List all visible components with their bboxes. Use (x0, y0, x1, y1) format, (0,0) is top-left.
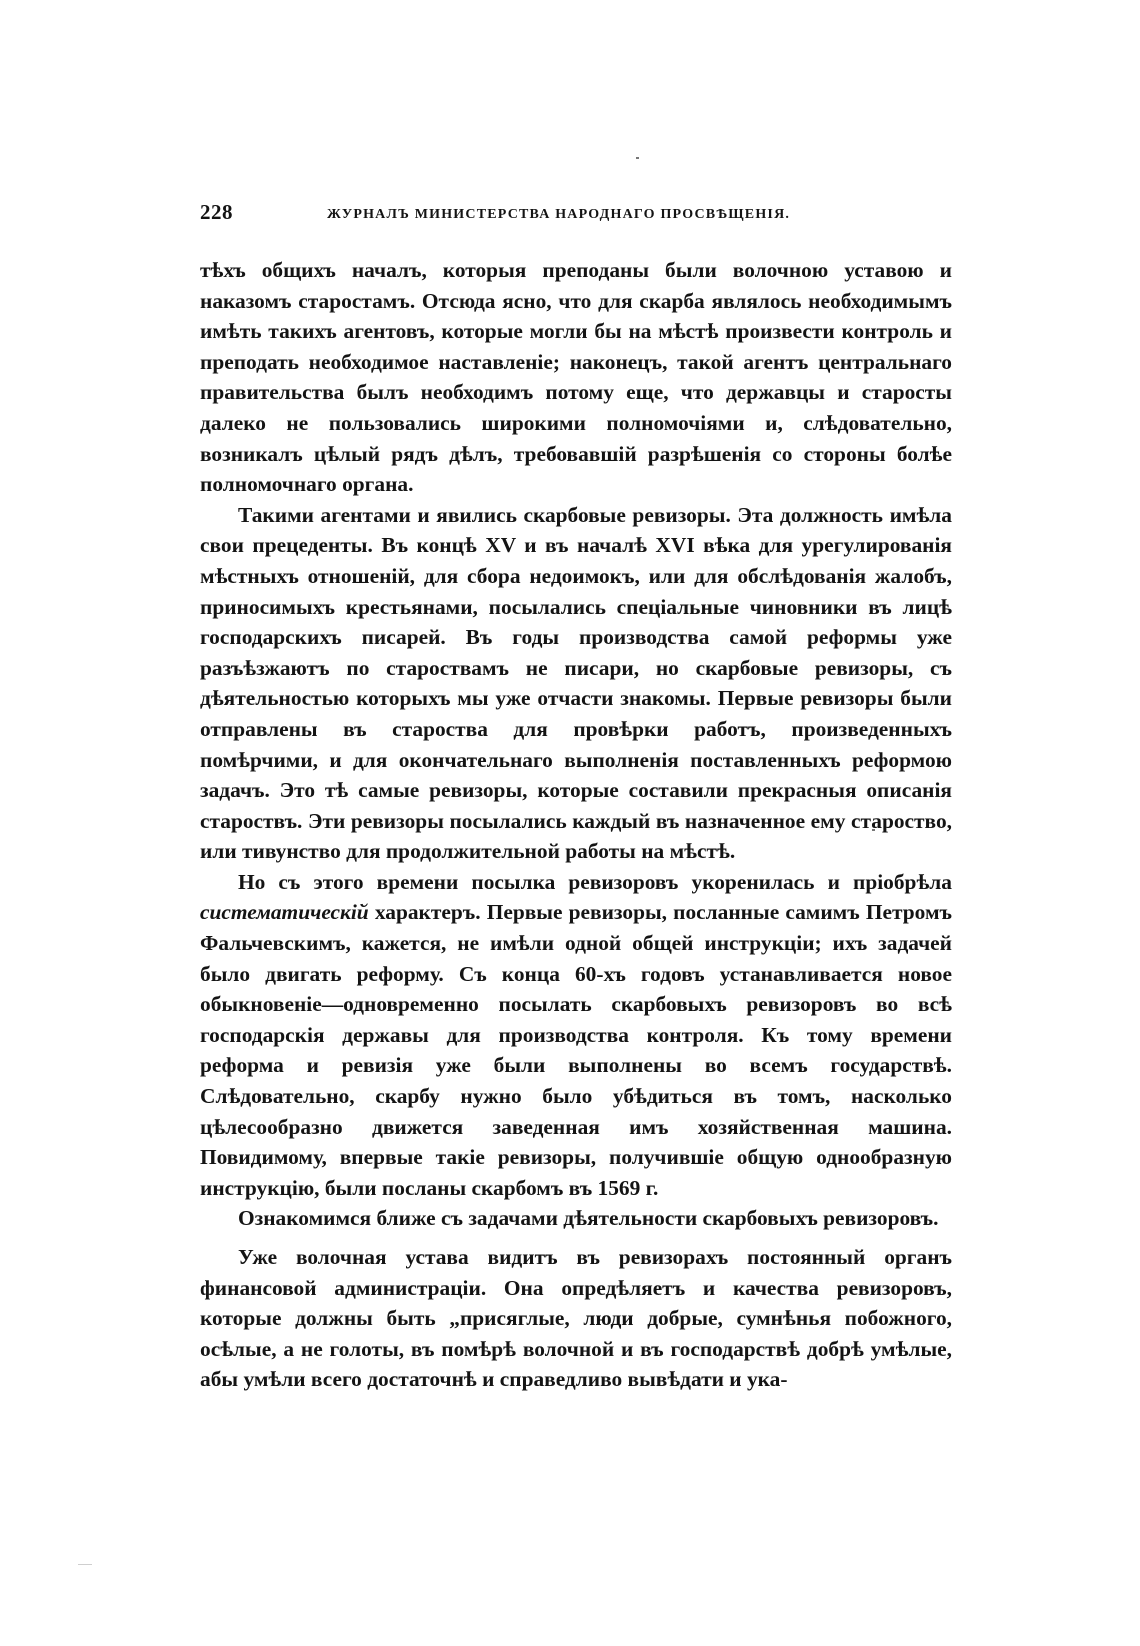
paragraph-3 (200, 867, 952, 1204)
paragraph-2: Такими агентами и явились скарбовые ревизоры. Эта должность имѣла свои прецеденты. Въ концѣ XV и въ началѣ XVI вѣка для урегулированія мѣстныхъ отношеній, для сбора недоимокъ, или для обслѣдованія жалобъ, приносимыхъ крестьянами, посылались спеціальные чиновники въ лицѣ господарскихъ писарей. Въ годы производства самой реформы уже разъѣзжаютъ по староствамъ не писари, но скарбовые ревизоры, съ дѣятельностью которыхъ мы уже отчасти знакомы. Первые ревизоры были отправлены въ староства для провѣрки работъ, произведенныхъ помѣрчими, и для окончательнаго выполненія поставленныхъ реформою задачъ. Это тѣ самые ревизоры, которые составили прекрасныя описанія староствъ. Эти ревизоры посылались каждый въ назначенное ему староство, или тивунство для продолжительной работы на мѣстѣ. (200, 502, 952, 864)
paragraph-4: Ознакомимся ближе съ задачами дѣятельности скарбовыхъ ревизоровъ. (238, 1206, 939, 1231)
paragraph-3-rest: характеръ. Первые ревизоры, посланные самимъ Петромъ Фальчевскимъ, кажется, не имѣли одной общей инструкціи; ихъ задачей было двигать реформу. Съ конца 60-хъ годовъ устанавливается новое обыкновеніе—одновременно посылать скарбовыхъ ревизоровъ во всѣ господарскія державы для производства контроля. Къ тому времени реформа и ревизія уже были выполнены во всемъ государствѣ. Слѣдовательно, скарбу нужно было убѣдиться въ томъ, насколько цѣлесообразно движется заведенная имъ хозяйственная машина. Повидимому, впервые такіе ревизоры, получившіе общую однообразную инструкцію, были посланы скарбомъ въ 1569 г. (200, 900, 952, 1200)
italic-term: систематическій (200, 900, 369, 925)
paragraph-5: Уже волочная устава видитъ въ ревизорахъ постоянный органъ финансовой администраціи. Она опредѣляетъ и качества ревизоровъ, которые должны быть „присяглые, люди добрые, сумнѣнья побожного, осѣлые, а не голоты, въ помѣрѣ волочной и въ господарствѣ добрѣ умѣлые, абы умѣли всего достаточнѣ и справедливо вывѣдати и ука- (200, 1245, 952, 1392)
running-head (200, 200, 952, 236)
paragraph-1: тѣхъ общихъ началъ, которыя преподаны были волочною уставою и наказомъ старостамъ. Отсюда ясно, что для скарба являлось необходимымъ имѣть такихъ агентовъ, которые могли бы на мѣстѣ произвести контроль и преподать необходимое наставленіе; наконецъ, такой агентъ центральнаго правительства былъ необходимъ потому еще, что державцы и старосты далеко не пользовались широкими полномочіями и, слѣдовательно, возникалъ цѣлый рядъ дѣлъ, требовавшій разрѣшенія со стороны болѣе полномочнаго органа. (200, 258, 952, 497)
journal-title: ЖУРНАЛЪ МИНИСТЕРСТВА НАРОДНАГО ПРОСВѢЩЕНІЯ. (327, 207, 791, 222)
margin-mark (78, 1564, 92, 1565)
body-text (200, 255, 952, 1395)
page-number: 228 (200, 200, 233, 224)
scan-speck (636, 157, 639, 159)
paragraph-3-lead: Но съ этого времени посылка ревизоровъ укоренилась и пріобрѣла (238, 869, 952, 894)
